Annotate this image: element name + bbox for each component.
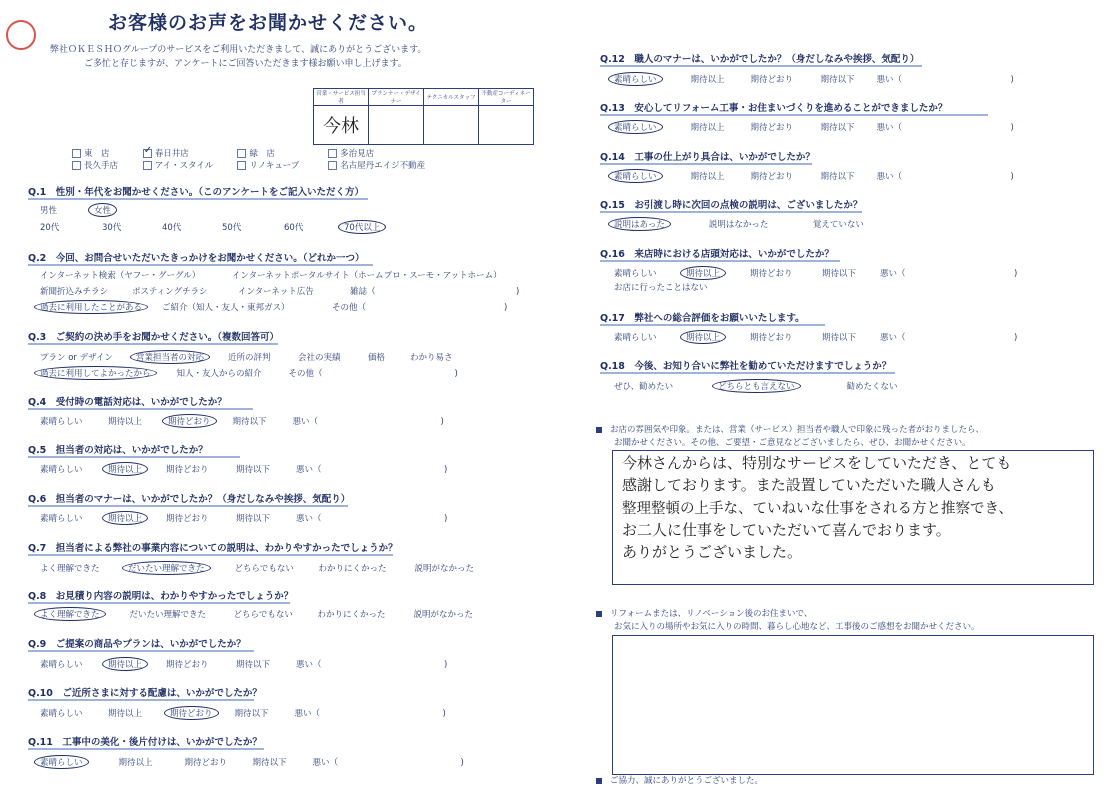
option[interactable]: インターネット広告 <box>238 287 314 297</box>
question-q7: Q.7 担当者による弊社の事業内容についての説明は、わかりやすかったでしょうか？ <box>28 543 398 554</box>
question-q9: Q.9 ご提案の商品やプランは、いかがでしたか？ <box>28 639 246 650</box>
staff-header: 不動産コーディネーター <box>479 89 534 106</box>
option-selected[interactable]: 素晴らしい <box>608 169 663 183</box>
paren: ) <box>444 660 448 670</box>
question-underline <box>28 748 264 750</box>
option-row <box>40 755 464 769</box>
staff-header: テクニカルスタッフ <box>424 89 479 106</box>
option-row <box>40 607 473 621</box>
option[interactable]: 期待以下 <box>820 75 855 85</box>
option-row <box>40 285 519 297</box>
option[interactable]: 会社の実績 <box>298 353 341 363</box>
question-q1: Q.1 性別・年代をお聞かせください。（このアンケートをご記入いただく方） <box>28 187 364 198</box>
option[interactable]: 期待どおり <box>166 660 209 670</box>
option[interactable]: 雑誌（ <box>350 287 376 297</box>
checkbox[interactable] <box>143 161 152 170</box>
option-row <box>614 217 864 231</box>
question-underline <box>600 211 862 213</box>
option[interactable]: どちらでもない <box>234 564 294 574</box>
paren: ) <box>1014 269 1018 279</box>
question-q6: Q.6 担当者のマナーは、いかがでしたか？（身だしなみや挨拶、気配り） <box>28 494 351 505</box>
checkbox[interactable] <box>328 149 337 158</box>
question-q16: Q.16 来店時における店頭対応は、いかがでしたか？ <box>600 249 834 260</box>
option[interactable]: 素晴らしい <box>614 333 657 343</box>
option[interactable]: 40代 <box>162 223 182 233</box>
checkbox[interactable] <box>237 149 246 158</box>
staff-header: プランナー・デザイナー <box>369 89 424 106</box>
option[interactable]: 期待以上 <box>108 709 143 719</box>
question-q18: Q.18 今後、お知り合いに弊社を勧めていただけますでしょうか？ <box>600 361 892 372</box>
option-row <box>614 330 1017 344</box>
option[interactable]: 期待以下 <box>236 514 271 524</box>
option[interactable]: どちらでもない <box>233 610 293 620</box>
paren: ) <box>444 514 448 524</box>
option[interactable]: 素晴らしい <box>40 660 83 670</box>
option-selected[interactable]: 素晴らしい <box>608 120 663 134</box>
question-underline <box>600 65 922 67</box>
option[interactable]: わかりにくかった <box>318 564 387 574</box>
option[interactable]: 素晴らしい <box>614 269 657 279</box>
option[interactable]: その他（ <box>332 303 367 313</box>
option-selected[interactable]: 営業担当者の対応 <box>130 350 210 364</box>
option-row <box>40 220 380 234</box>
option-row <box>614 72 1014 86</box>
staff-value[interactable] <box>369 106 424 145</box>
option-selected[interactable]: 女性 <box>88 203 117 217</box>
option[interactable]: 素晴らしい <box>40 417 83 427</box>
question-q15: Q.15 お引渡し時に次回の点検の説明は、ございましたか？ <box>600 200 863 211</box>
checkbox[interactable] <box>72 161 81 170</box>
option[interactable]: 悪い（ <box>876 172 903 182</box>
option[interactable]: ご紹介（知人・友人・東邦ガス） <box>162 303 290 313</box>
option[interactable]: 期待以下 <box>232 417 267 427</box>
option-selected[interactable]: 説明はあった <box>608 217 671 231</box>
option-selected[interactable]: 期待どおり <box>162 414 217 428</box>
question-q2: Q.2 今回、お問合せいただいたきっかけをお聞かせください。（どれか一つ） <box>28 253 365 264</box>
question-q3: Q.3 ご契約の決め手をお聞かせください。（複数回答可） <box>28 332 280 343</box>
paren: ) <box>1010 123 1014 133</box>
question-q10: Q.10 ご近所さまに対する配慮は、いかがでしたか？ <box>28 688 262 699</box>
option-selected[interactable]: 素晴らしい <box>608 72 663 86</box>
paren: ) <box>504 303 508 313</box>
seal-stamp <box>6 20 36 50</box>
option[interactable]: 悪い（ <box>876 75 903 85</box>
question-q8: Q.8 お見積り内容の説明は、わかりやすかったでしょうか？ <box>28 591 294 602</box>
paren: ) <box>1010 75 1014 85</box>
footer-note: ご協力、誠にありがとうございました。 <box>596 774 763 786</box>
option[interactable]: 素晴らしい <box>40 465 83 475</box>
option[interactable]: 悪い（ <box>296 514 322 524</box>
option-selected[interactable]: 期待以上 <box>102 511 148 525</box>
comment2-box[interactable] <box>612 635 1094 775</box>
question-q5: Q.5 担当者の対応は、いかがでしたか？ <box>28 445 208 456</box>
question-underline <box>28 505 348 507</box>
option[interactable]: お店に行ったことはない <box>614 283 708 293</box>
question-underline <box>28 699 254 701</box>
handwritten-line: ありがとうございました。 <box>622 543 803 561</box>
question-underline <box>600 163 812 165</box>
handwritten-line: お二人に仕事をしていただいて喜んでおります。 <box>622 521 951 539</box>
question-underline <box>28 602 290 604</box>
question-underline <box>28 650 254 652</box>
option[interactable]: 期待どおり <box>184 758 228 768</box>
option[interactable]: 悪い（ <box>296 465 322 475</box>
option[interactable]: 期待以上 <box>108 417 143 427</box>
option-row <box>614 379 898 393</box>
store-row: 長久手店 アイ・スタイル リノキューブ 名古屋丹エイジ不動産 <box>72 159 425 171</box>
option[interactable]: 20代 <box>40 223 60 233</box>
option-selected[interactable]: どちらとも言えない <box>712 379 801 393</box>
option-row <box>40 657 447 671</box>
question-underline <box>28 554 393 556</box>
option-row <box>40 350 453 364</box>
paren: ) <box>440 417 444 427</box>
question-q14: Q.14 工事の仕上がり具合は、いかがでしたか？ <box>600 152 815 163</box>
bullet-square-icon <box>596 778 602 784</box>
bullet-square-icon <box>596 611 602 617</box>
option-selected[interactable]: 過去に利用したことがある <box>34 300 148 314</box>
option-selected[interactable]: 期待以上 <box>102 657 148 671</box>
option-selected[interactable]: 70代以上 <box>338 220 386 234</box>
option[interactable]: 近所の評判 <box>228 353 271 363</box>
option[interactable]: その他（ <box>288 369 323 379</box>
option-selected[interactable]: 期待どおり <box>164 706 219 720</box>
comment1-prompt: お聞かせください。その他、ご要望・ご意見などございましたら、ぜひ、お聞かせください。 <box>614 438 971 448</box>
option-row <box>40 561 474 575</box>
option-selected[interactable]: 期待以上 <box>680 330 726 344</box>
option[interactable]: わかり易さ <box>410 353 453 363</box>
option-row <box>40 366 458 380</box>
option[interactable]: 期待以上 <box>690 172 725 182</box>
staff-header: 営業・サービス担当者 <box>314 89 369 106</box>
option[interactable]: ポスティングチラシ <box>132 287 208 297</box>
option-selected[interactable]: 期待以上 <box>102 462 148 476</box>
question-underline <box>600 324 825 326</box>
option-selected[interactable]: だいたい理解できた <box>122 561 211 575</box>
option[interactable]: 期待以下 <box>252 758 287 768</box>
option[interactable]: 期待どおり <box>750 123 794 133</box>
staff-value[interactable] <box>479 106 534 145</box>
option-row <box>614 281 708 293</box>
question-q13: Q.13 安心してリフォーム工事・お住まいづくりを進めることができましたか？ <box>600 103 948 114</box>
option[interactable]: 期待どおり <box>166 514 209 524</box>
option[interactable]: 素晴らしい <box>40 709 83 719</box>
option[interactable]: 期待どおり <box>750 172 794 182</box>
page-title: お客様のお声をお聞かせください。 <box>108 12 429 34</box>
option-row <box>614 266 1017 280</box>
option-row <box>40 511 447 525</box>
option[interactable]: よく理解できた <box>40 564 100 574</box>
option[interactable]: 60代 <box>284 223 304 233</box>
option-selected[interactable]: よく理解できた <box>34 607 106 621</box>
option[interactable]: 期待どおり <box>750 75 794 85</box>
option[interactable]: 素晴らしい <box>40 514 83 524</box>
option[interactable]: 悪い（ <box>292 417 319 427</box>
option[interactable]: 説明はなかった <box>708 220 769 230</box>
option[interactable]: 勧めたくない <box>846 382 898 392</box>
option[interactable]: 説明がなかった <box>413 610 474 620</box>
option[interactable]: 価格 <box>368 353 386 363</box>
comment2-prompt: リフォームまたは、リノベーション後のお住まいで、 <box>596 607 812 619</box>
checkbox-checked[interactable]: ✓ <box>143 145 153 156</box>
option[interactable]: 期待どおり <box>750 269 793 279</box>
option-row <box>614 169 1014 183</box>
question-underline <box>28 198 368 200</box>
option[interactable]: 説明がなかった <box>414 564 475 574</box>
option[interactable]: だいたい理解できた <box>129 610 207 620</box>
intro-line: ご多忙と存じますが、アンケートにご回答いただきます様お願い申し上げます。 <box>84 59 407 69</box>
option[interactable]: 期待以上 <box>690 123 725 133</box>
option-selected[interactable]: 期待以上 <box>680 266 726 280</box>
option[interactable]: 30代 <box>102 223 122 233</box>
question-q17: Q.17 弊社への総合評価をお願いいたします。 <box>600 313 805 324</box>
paren: ) <box>1010 172 1014 182</box>
question-underline <box>28 456 240 458</box>
question-q12: Q.12 職人のマナーは、いかがでしたか？（身だしなみや挨拶、気配り） <box>600 54 920 65</box>
question-underline <box>28 264 373 266</box>
option[interactable]: 期待以下 <box>820 172 855 182</box>
bullet-square-icon <box>596 427 602 433</box>
option[interactable]: 男性 <box>40 206 58 216</box>
option-row <box>40 269 502 281</box>
question-underline <box>600 260 840 262</box>
checkbox[interactable] <box>72 149 81 158</box>
option[interactable]: 期待以上 <box>118 758 153 768</box>
option[interactable]: 期待以上 <box>690 75 725 85</box>
option-row <box>40 300 507 314</box>
option[interactable]: インターネットポータルサイト（ホームプロ・スーモ・アットホーム） <box>232 271 502 281</box>
option[interactable]: ぜひ、勧めたい <box>614 382 674 392</box>
question-underline <box>600 372 895 374</box>
paren: ) <box>444 465 448 475</box>
paren: ) <box>442 709 446 719</box>
option[interactable]: 期待どおり <box>166 465 209 475</box>
option-selected[interactable]: 素晴らしい <box>34 755 89 769</box>
option[interactable]: 悪い（ <box>876 123 903 133</box>
option-row <box>614 120 1014 134</box>
question-underline <box>28 408 253 410</box>
option[interactable]: 期待以下 <box>236 465 271 475</box>
option[interactable]: 悪い（ <box>296 660 322 670</box>
option-row <box>40 414 444 428</box>
option[interactable]: 期待以下 <box>822 269 857 279</box>
staff-table <box>313 88 534 145</box>
option[interactable]: 悪い（ <box>312 758 339 768</box>
option[interactable]: 期待以下 <box>820 123 855 133</box>
handwritten-line: 感謝しております。また設置していただいた職人さんも <box>622 476 996 494</box>
option[interactable]: 覚えていない <box>812 220 864 230</box>
question-underline <box>600 114 988 116</box>
option[interactable]: 期待以下 <box>236 660 271 670</box>
handwritten-line: 今林さんからは、特別なサービスをしていただき、とても <box>622 454 1012 472</box>
option[interactable]: 悪い（ <box>880 333 906 343</box>
question-underline <box>28 343 278 345</box>
option-row <box>40 462 447 476</box>
checkbox[interactable] <box>328 161 337 170</box>
paren: ) <box>516 287 520 297</box>
option-row <box>40 203 111 217</box>
option[interactable]: プラン or デザイン <box>40 353 114 363</box>
paren: ) <box>460 758 464 768</box>
option[interactable]: 新聞折込みチラシ <box>40 287 109 297</box>
option[interactable]: 期待どおり <box>750 333 793 343</box>
option[interactable]: 知人・友人からの紹介 <box>176 369 262 379</box>
option[interactable]: インターネット検索（ヤフー・グーグル） <box>40 271 201 281</box>
store-row: 東 店 ✓ 春日井店 緑 店 多治見店 <box>72 147 374 159</box>
option[interactable]: 悪い（ <box>880 269 906 279</box>
staff-value[interactable]: 今林 <box>314 106 369 145</box>
option[interactable]: 期待以下 <box>234 709 269 719</box>
question-q4: Q.4 受付時の電話対応は、いかがでしたか？ <box>28 397 227 408</box>
paren: ) <box>454 369 458 379</box>
handwritten-line: 整理整頓の上手な、ていねいな仕事をされる方と推察でき、 <box>622 501 1013 517</box>
option[interactable]: わかりにくかった <box>317 610 386 620</box>
comment1-prompt: お店の雰囲気や印象。または、営業（サービス）担当者や職人で印象に残った者がおりましたら、 <box>596 423 984 435</box>
paren: ) <box>1014 333 1018 343</box>
question-q11: Q.11 工事中の美化・後片付けは、いかがでしたか？ <box>28 737 262 748</box>
comment2-prompt: お気に入りの場所やお気に入りの時間、暮らし心地など、工事後のご感想をお聞かせください。 <box>614 622 980 632</box>
intro-line: 弊社ＯＫＥＳＨＯグループのサービスをご利用いただきまして、誠にありがとうございます。 <box>50 45 427 55</box>
option[interactable]: 50代 <box>222 223 242 233</box>
option-selected[interactable]: 過去に利用してよかったから <box>34 366 157 380</box>
checkbox[interactable] <box>237 161 246 170</box>
option[interactable]: 悪い（ <box>294 709 321 719</box>
staff-value[interactable] <box>424 106 479 145</box>
option[interactable]: 期待以下 <box>822 333 857 343</box>
option-row <box>40 706 446 720</box>
